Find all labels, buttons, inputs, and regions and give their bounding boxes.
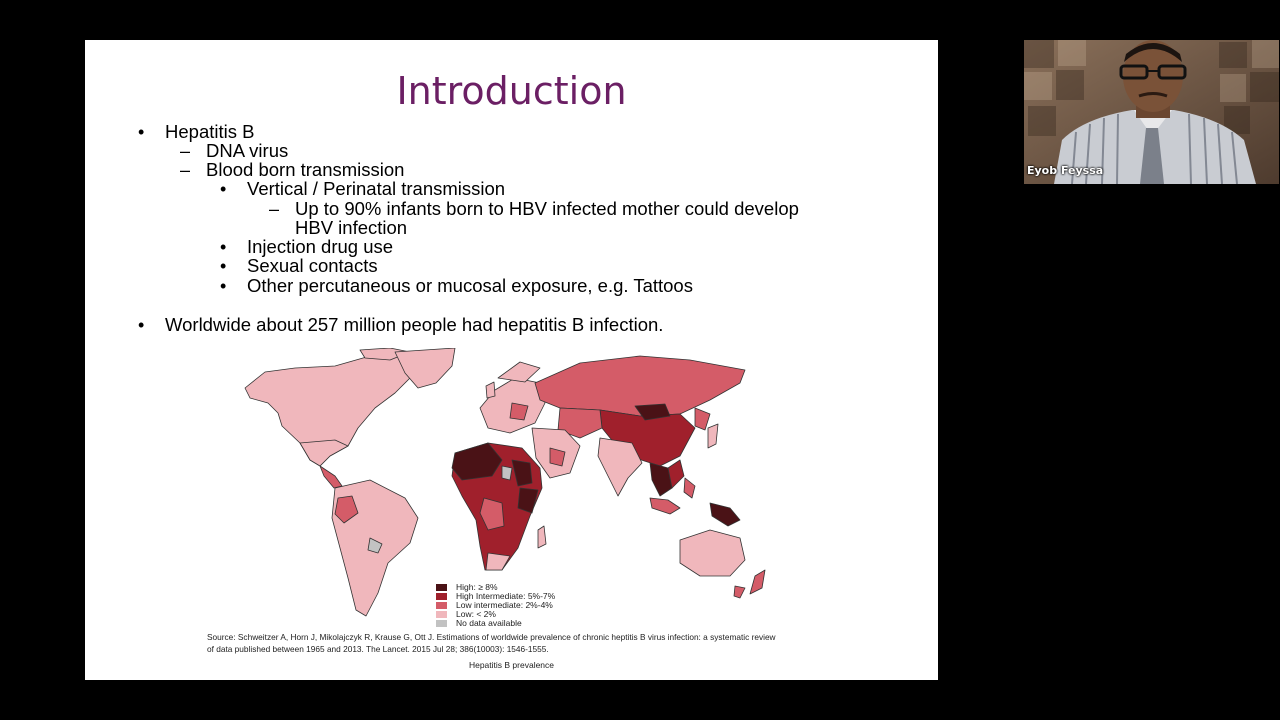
dash-marker: – [180, 141, 191, 161]
bullet-up-to-90-line1: Up to 90% infants born to HBV infected mother could develop [295, 198, 799, 219]
bullet-vertical: Vertical / Perinatal transmission [247, 178, 506, 199]
source-citation-line1: Source: Schweitzer A, Horn J, Mikolajczyk R, Krause G, Ott J. Estimations of worldwide prevalence of chronic heptitis B virus infection: a systematic review [207, 632, 776, 642]
bullet-percutaneous: Other percutaneous or mucosal exposure, e.g. Tattoos [247, 275, 693, 296]
bullet-marker: • [220, 237, 227, 257]
dash-marker: – [180, 160, 191, 180]
bullet-marker: • [220, 276, 227, 296]
presentation-slide [85, 40, 938, 680]
bullet-blood-born: Blood born transmission [206, 159, 405, 180]
participant-name-label: Eyob Feyssa [1027, 164, 1104, 177]
legend-swatch [436, 602, 447, 609]
legend-swatch [436, 611, 447, 618]
legend-label: High: ≥ 8% [456, 582, 498, 592]
legend-label: No data available [456, 618, 522, 628]
bullet-injection: Injection drug use [247, 236, 394, 257]
legend-swatch [436, 593, 447, 600]
bullet-marker: • [220, 256, 227, 276]
legend-swatch [436, 584, 447, 591]
legend-label: Low intermediate: 2%-4% [456, 600, 553, 610]
participant-video-feed [1024, 40, 1279, 184]
legend-label: Low: < 2% [456, 609, 496, 619]
bullet-up-to-90-line2: HBV infection [295, 217, 408, 238]
bullet-marker: • [138, 122, 145, 142]
source-citation-line2: of data published between 1965 and 2013. The Lancet. 2015 Jul 28; 386(10003): 1546-1555. [207, 644, 549, 654]
participant-video-tile[interactable] [1024, 40, 1279, 184]
bullet-hepatitis-b: Hepatitis B [165, 121, 255, 142]
bullet-sexual: Sexual contacts [247, 255, 378, 276]
slide-title: Introduction [396, 69, 627, 113]
map-caption: Hepatitis B prevalence [468, 660, 555, 670]
world-map [240, 348, 785, 626]
bullet-dna-virus: DNA virus [206, 140, 289, 161]
bullet-worldwide: Worldwide about 257 million people had hepatitis B infection. [165, 314, 664, 335]
bullet-marker: • [138, 315, 145, 335]
dash-marker: – [269, 199, 280, 219]
legend-label: High Intermediate: 5%-7% [456, 591, 556, 601]
legend-swatch [436, 620, 447, 627]
bullet-marker: • [220, 179, 227, 199]
